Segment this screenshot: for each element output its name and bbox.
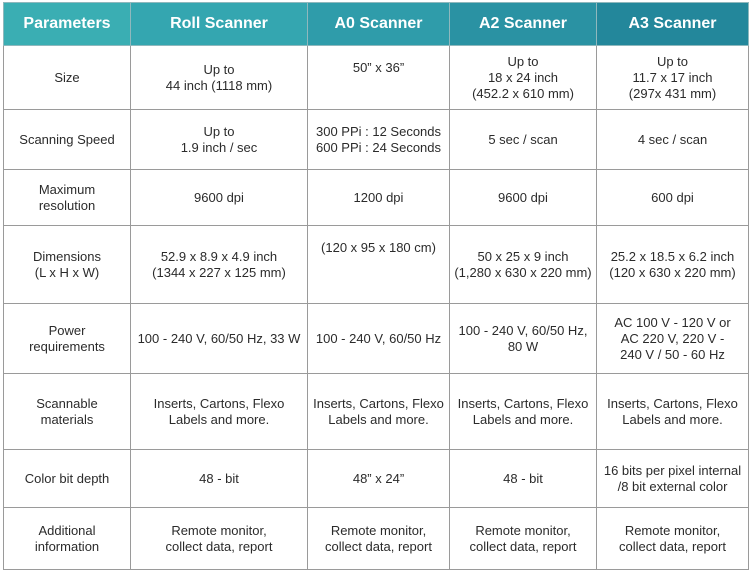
table-row [4, 110, 749, 170]
header-row [4, 3, 749, 46]
table-cell: 100 - 240 V, 60/50 Hz, 80 W [450, 304, 597, 374]
table-cell: Remote monitor, collect data, report [131, 508, 308, 570]
table-cell: 48” x 24” [308, 450, 450, 508]
table-row [4, 226, 749, 304]
row-label-scanning-speed: Scanning Speed [4, 110, 131, 170]
table-cell: 50” x 36” [308, 46, 450, 110]
row-label-additional-information: Additional information [4, 508, 131, 570]
table-cell: Inserts, Cartons, Flexo Labels and more. [450, 374, 597, 450]
table-cell: Inserts, Cartons, Flexo Labels and more. [308, 374, 450, 450]
table-cell: 52.9 x 8.9 x 4.9 inch (1344 x 227 x 125 mm) [131, 226, 308, 304]
table-row [4, 508, 749, 570]
table-cell: Inserts, Cartons, Flexo Labels and more. [597, 374, 749, 450]
table-cell: 1200 dpi [308, 170, 450, 226]
table-cell: Up to 11.7 x 17 inch (297x 431 mm) [597, 46, 749, 110]
table-body [4, 46, 749, 570]
table-cell: 25.2 x 18.5 x 6.2 inch (120 x 630 x 220 mm) [597, 226, 749, 304]
table-cell: 4 sec / scan [597, 110, 749, 170]
table-cell: 600 dpi [597, 170, 749, 226]
table-cell: 9600 dpi [131, 170, 308, 226]
table-cell: 50 x 25 x 9 inch (1,280 x 630 x 220 mm) [450, 226, 597, 304]
table-cell: 5 sec / scan [450, 110, 597, 170]
row-label-power-requirements: Power requirements [4, 304, 131, 374]
table-cell: 48 - bit [131, 450, 308, 508]
row-label-color-bit-depth: Color bit depth [4, 450, 131, 508]
table-cell: 48 - bit [450, 450, 597, 508]
header-parameters: Parameters [4, 3, 131, 46]
spec-table-container [3, 2, 748, 568]
header-a3-scanner: A3 Scanner [597, 3, 749, 46]
table-cell: Remote monitor, collect data, report [308, 508, 450, 570]
table-cell: 100 - 240 V, 60/50 Hz [308, 304, 450, 374]
header-roll-scanner: Roll Scanner [131, 3, 308, 46]
header-a0-scanner: A0 Scanner [308, 3, 450, 46]
row-label-maximum-resolution: Maximum resolution [4, 170, 131, 226]
scanner-comparison-table [3, 2, 749, 570]
table-cell: AC 100 V - 120 V or AC 220 V, 220 V - 240 V / 50 - 60 Hz [597, 304, 749, 374]
table-cell: 300 PPi : 12 Seconds 600 PPi : 24 Seconds [308, 110, 450, 170]
table-row [4, 374, 749, 450]
table-cell: 9600 dpi [450, 170, 597, 226]
table-row [4, 450, 749, 508]
row-label-dimensions: Dimensions (L x H x W) [4, 226, 131, 304]
row-label-scannable-materials: Scannable materials [4, 374, 131, 450]
table-cell: 16 bits per pixel internal /8 bit external color [597, 450, 749, 508]
row-label-size: Size [4, 46, 131, 110]
table-cell: (120 x 95 x 180 cm) [308, 226, 450, 304]
table-cell: Up to 1.9 inch / sec [131, 110, 308, 170]
table-cell: 100 - 240 V, 60/50 Hz, 33 W [131, 304, 308, 374]
table-cell: Remote monitor, collect data, report [597, 508, 749, 570]
table-cell: Up to 44 inch (1118 mm) [131, 46, 308, 110]
table-cell: Remote monitor, collect data, report [450, 508, 597, 570]
table-row [4, 304, 749, 374]
header-a2-scanner: A2 Scanner [450, 3, 597, 46]
table-row [4, 170, 749, 226]
table-header [4, 3, 749, 46]
table-cell: Inserts, Cartons, Flexo Labels and more. [131, 374, 308, 450]
table-cell: Up to 18 x 24 inch (452.2 x 610 mm) [450, 46, 597, 110]
table-row [4, 46, 749, 110]
